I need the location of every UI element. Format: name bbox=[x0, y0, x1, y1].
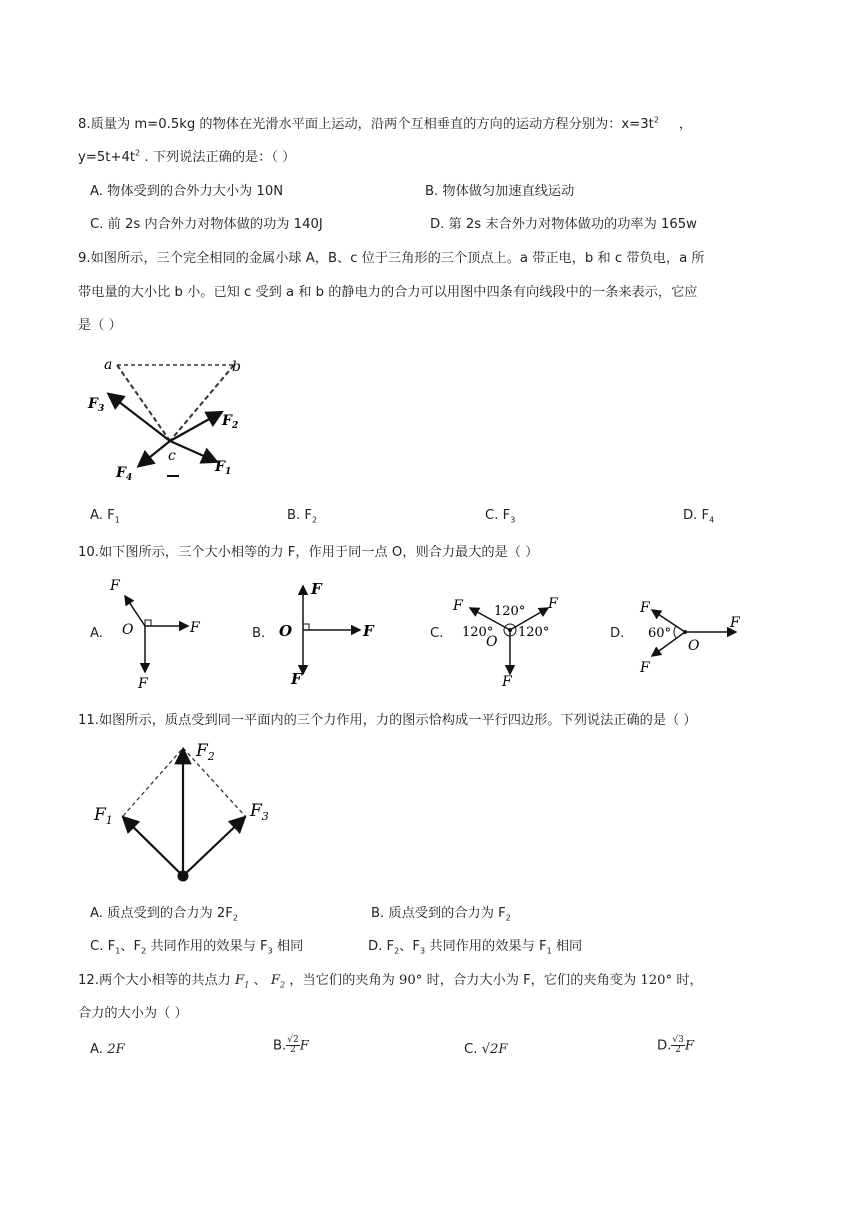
q9-arrow-f4 bbox=[140, 441, 170, 465]
q12-option-a: A. 2F bbox=[90, 1042, 125, 1057]
q10-option-c: C. bbox=[430, 626, 444, 641]
q9-label-b: b bbox=[232, 359, 241, 375]
q10-option-b: B. bbox=[252, 626, 266, 641]
q11-label-f3: $F_3$ bbox=[250, 801, 269, 823]
q9-stem-line2: 带电量的大小比 b 小。已知 c 受到 a 和 b 的静电力的合力可以用图中四条有向线段中的一条来表示，它应 bbox=[78, 285, 698, 300]
q11-option-c: C. $F_1$、$F_2$ 共同作用的效果与 $F_3$ 相同 bbox=[90, 939, 304, 956]
q11-arrow-f1 bbox=[123, 817, 183, 876]
q11-stem: 11.如图所示，质点受到同一平面内的三个力作用，力的图示恰构成一平行四边形。下列说法正确的是（ ） bbox=[78, 713, 697, 728]
q11-arrow-f3 bbox=[183, 817, 245, 876]
q9-arrow-f2 bbox=[170, 413, 220, 441]
svg-text:F: F bbox=[640, 600, 650, 616]
svg-text:F: F bbox=[453, 598, 463, 614]
q12-option-b: B. $\frac{√2}{2}$ F bbox=[273, 1035, 309, 1055]
q11-point bbox=[178, 871, 189, 882]
svg-text:O: O bbox=[122, 622, 134, 638]
svg-text:F: F bbox=[548, 596, 558, 612]
q9-option-a: A. $F_1$ bbox=[90, 508, 120, 525]
q9-option-c: C. $F_3$ bbox=[485, 508, 516, 525]
q10-figure-c bbox=[448, 590, 578, 690]
q10-figure-b bbox=[265, 574, 390, 694]
q8-option-a: A. 物体受到的合外力大小为 10N bbox=[90, 184, 284, 199]
svg-text:O: O bbox=[279, 622, 293, 640]
q8-stem-line2: $y=5t+4t^2$ . 下列说法正确的是：（ ） bbox=[78, 148, 296, 165]
q8-stem-line1: 8.质量为 m=0.5kg 的物体在光滑水平面上运动，沿两个互相垂直的方向的运动方程分别为：$x=3t^2$ ， bbox=[78, 115, 693, 132]
q12-stem-line2: 合力的大小为（ ） bbox=[78, 1006, 188, 1021]
q9-label-a: a bbox=[104, 357, 113, 373]
q10-option-d: D. bbox=[610, 626, 625, 641]
q10-figure-a bbox=[100, 574, 210, 694]
svg-text:O: O bbox=[688, 638, 700, 654]
svg-text:F: F bbox=[730, 615, 740, 631]
q12-option-d: D. $\frac{√3}{2}$ F bbox=[657, 1035, 694, 1055]
q9-arrow-f1 bbox=[170, 441, 215, 461]
q9-stem-line1: 9.如图所示，三个完全相同的金属小球 A，B、c 位于三角形的三个顶点上。a 带正电，b 和 c 带负电，a 所 bbox=[78, 251, 705, 266]
q9-option-b: B. $F_2$ bbox=[287, 508, 318, 525]
svg-text:120°: 120° bbox=[462, 625, 494, 640]
q11-option-b: B. 质点受到的合力为 $F_2$ bbox=[371, 906, 511, 923]
q9-stem-line3: 是（ ） bbox=[78, 318, 122, 333]
q10-option-a: A. bbox=[90, 626, 103, 641]
q11-option-d: D. $F_2$、$F_3$ 共同作用的效果与 $F_1$ 相同 bbox=[368, 939, 583, 956]
svg-text:F: F bbox=[363, 622, 374, 640]
q10-stem: 10.如下图所示，三个大小相等的力 F，作用于同一点 O，则合力最大的是（ ） bbox=[78, 545, 539, 560]
svg-text:O: O bbox=[486, 634, 498, 650]
q9-option-d: D. $F_4$ bbox=[683, 508, 715, 525]
svg-text:F: F bbox=[110, 578, 120, 594]
svg-text:F: F bbox=[291, 670, 302, 688]
q9-arrow-f3 bbox=[110, 395, 170, 441]
q11-option-a: A. 质点受到的合力为 $2F_2$ bbox=[90, 906, 238, 923]
svg-text:60°: 60° bbox=[648, 626, 672, 641]
svg-text:F: F bbox=[311, 580, 322, 598]
q10-figure-d bbox=[630, 590, 755, 680]
svg-text:120°: 120° bbox=[518, 625, 550, 640]
q9-label-f1: $F_1$ bbox=[215, 459, 232, 477]
svg-text:F: F bbox=[640, 660, 650, 676]
q8-option-b: B. 物体做匀加速直线运动 bbox=[425, 184, 575, 199]
svg-text:F: F bbox=[138, 676, 148, 692]
q8-option-d: D. 第 2s 末合外力对物体做功的功率为 165w bbox=[430, 217, 697, 232]
q11-figure bbox=[90, 740, 290, 885]
q9-label-f4: $F_4$ bbox=[116, 465, 133, 483]
q9-label-f3: $F_3$ bbox=[88, 396, 105, 414]
svg-text:120°: 120° bbox=[494, 604, 526, 619]
q9-figure bbox=[82, 345, 267, 485]
q9-label-f2: $F_2$ bbox=[222, 413, 239, 431]
q8-option-c: C. 前 2s 内合外力对物体做的功为 140J bbox=[90, 217, 323, 232]
q9-label-c: c bbox=[168, 448, 176, 464]
svg-text:F: F bbox=[502, 674, 512, 690]
svg-text:F: F bbox=[190, 620, 200, 636]
q11-label-f2: $F_2$ bbox=[196, 741, 215, 763]
q11-label-f1: $F_1$ bbox=[94, 805, 113, 827]
q9-dashed-bc bbox=[170, 365, 234, 441]
q12-stem-line1: 12.两个大小相等的共点力 $F_1$ 、 $F_2$ ，当它们的夹角为 90° 时，合力大小为 F，它们的夹角变为 120° 时， bbox=[78, 973, 703, 990]
q12-option-c: C. √2F bbox=[464, 1042, 508, 1057]
q9-dashed-ac bbox=[117, 365, 170, 441]
